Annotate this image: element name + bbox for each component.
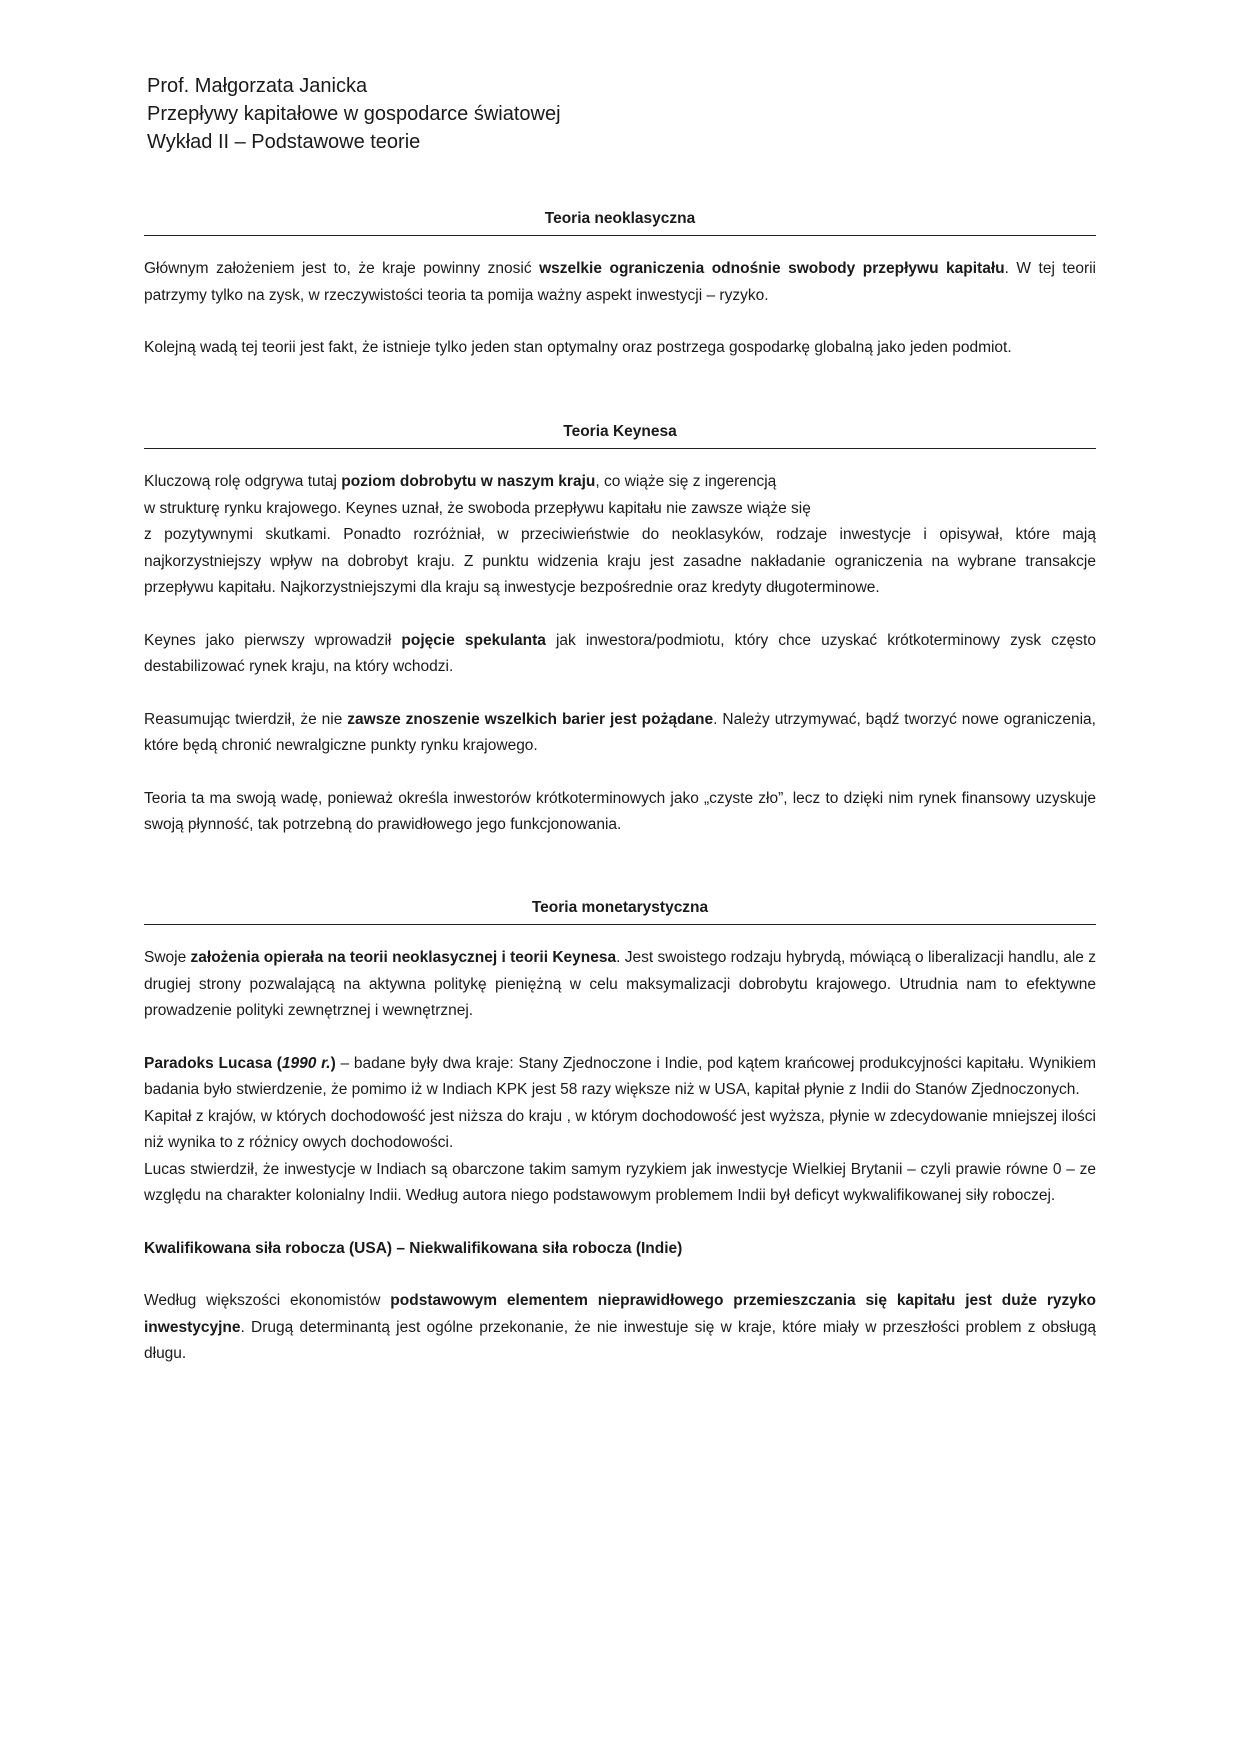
text-run: . Jest swoistego rodzaju hybrydą, mówiącą o liberalizacji handlu, ale z drugiej strony pozwalającą na aktywna politykę pieniężną w celu maksymalizacji dobrobytu krajowego. Utrudnia nam to efektywne prowadzenie polityki zewnętrznej i wewnętrznej. (144, 949, 1096, 1019)
text-run: Swoje (144, 949, 191, 966)
paragraph (144, 1288, 1096, 1368)
section-title: Teoria Keynesa (144, 421, 1096, 449)
section-keynes (144, 421, 1096, 839)
text-run: Głównym założeniem jest to, że kraje powinny znosić (144, 260, 540, 277)
bold-run: ) (330, 1054, 336, 1072)
text-run: Keynes jako pierwszy wprowadził (144, 631, 402, 649)
author-line: Prof. Małgorzata Janicka (147, 75, 368, 97)
bold-run: poziom dobrobytu w naszym kraju (341, 473, 596, 490)
paragraph (144, 1051, 1096, 1104)
bold-run: Paradoks Lucasa ( (144, 1054, 282, 1072)
section-title: Teoria monetarystyczna (144, 897, 1096, 925)
bold-run: zawsze znoszenie wszelkich barier jest pożądane (347, 710, 714, 728)
paragraph (144, 469, 1096, 602)
course-title: Przepływy kapitałowe w gospodarce światowej (147, 103, 561, 125)
text-run: – badane były dwa kraje: Stany Zjednoczone i Indie, pod kątem krańcowej produkcyjności kapitału. Wynikiem badania było stwierdzenie, że pomimo iż w Indiach KPK jest 58 razy większe niż w USA, kapitał płynie z Indii do Stanów Zjednoczonych. (144, 1054, 1096, 1098)
bold-run: wszelkie ograniczenia odnośnie swobody przepływu kapitału (539, 260, 1005, 277)
text-run: . Drugą determinantą jest ogólne przekonanie, że nie inwestuje się w kraje, które miały w przeszłości problem z obsługą długu. (144, 1318, 1096, 1362)
paragraph: Kwalifikowana siła robocza (USA) – Niekwalifikowana siła robocza (Indie) (144, 1239, 683, 1257)
text-run: jak inwestora/podmiotu, który chce uzyskać krótkoterminowy zysk często destabilizować rynek kraju, na który wchodzi. (144, 631, 1096, 675)
paragraph: Teoria ta ma swoją wadę, ponieważ określa inwestorów krótkoterminowych jako „czyste zło”, lecz to dzięki nim rynek finansowy uzyskuje swoją płynność, tak potrzebną do prawidłowego jego funkcjonowania. (144, 789, 1096, 833)
document-header (147, 72, 561, 156)
section-title: Teoria neoklasyczna (144, 208, 1096, 236)
text-run: , co wiąże się z ingerencją (595, 473, 777, 490)
paragraph (144, 945, 1096, 1025)
lecture-title: Wykład II – Podstawowe teorie (147, 131, 421, 153)
text-line: w strukturę rynku krajowego. Keynes uznał, że swoboda przepływu kapitału nie zawsze wiąże się (144, 499, 811, 517)
paragraph: Kapitał z krajów, w których dochodowość jest niższa do kraju , w którym dochodowość jest wyższa, płynie w zdecydowanie mniejszej ilości niż wynika to z różnicy owych dochodowości. (144, 1107, 1096, 1151)
paragraph: Kolejną wadą tej teorii jest fakt, że istnieje tylko jeden stan optymalny oraz postrzega gospodarkę globalną jako jeden podmiot. (144, 339, 1012, 356)
paragraph (144, 628, 1096, 681)
paragraph (144, 707, 1096, 760)
text-run: . W tej teorii patrzymy tylko na zysk, w rzeczywistości teoria ta pomija ważny aspekt inwestycji – ryzyko. (144, 260, 1096, 304)
bold-run: pojęcie spekulanta (401, 631, 546, 649)
text-run: z pozytywnymi skutkami. Ponadto rozróżniał, w przeciwieństwie do neoklasyków, rodzaje inwestycje i opisywał, które mają najkorzystniejszy wpływ na dobrobyt kraju. Z punktu widzenia kraju jest zasadne nakładanie ograniczenia na wybrane transakcje przepływu kapitału. Najkorzystniejszymi dla kraju są inwestycje bezpośrednie oraz kredyty długoterminowe. (144, 526, 1096, 596)
text-run: Kluczową rolę odgrywa tutaj (144, 473, 342, 490)
bold-run: podstawowym elementem nieprawidłowego przemieszczania się kapitału jest duże ryzyko inwestycyjne (144, 1292, 1096, 1336)
text-line (144, 469, 1096, 496)
italic-run: 1990 r. (281, 1054, 331, 1072)
bold-run: założenia opierała na teorii neoklasycznej i teorii Keynesa (190, 949, 617, 966)
section-monetarist (144, 897, 1096, 1368)
section-neoclassical (144, 208, 1096, 362)
text-run: . Należy utrzymywać, bądź tworzyć nowe ograniczenia, które będą chronić newralgiczne punkty rynku krajowego. (144, 710, 1096, 754)
paragraph (144, 256, 1096, 309)
text-run: Reasumując twierdził, że nie (144, 710, 348, 728)
text-run: Według większości ekonomistów (144, 1292, 391, 1309)
paragraph: Lucas stwierdził, że inwestycje w Indiach są obarczone takim samym ryzykiem jak inwestycje Wielkiej Brytanii – czyli prawie równe 0 – ze względu na charakter kolonialny Indii. Według autora niego podstawowym problemem Indii był deficyt wykwalifikowanej siły roboczej. (144, 1160, 1096, 1204)
